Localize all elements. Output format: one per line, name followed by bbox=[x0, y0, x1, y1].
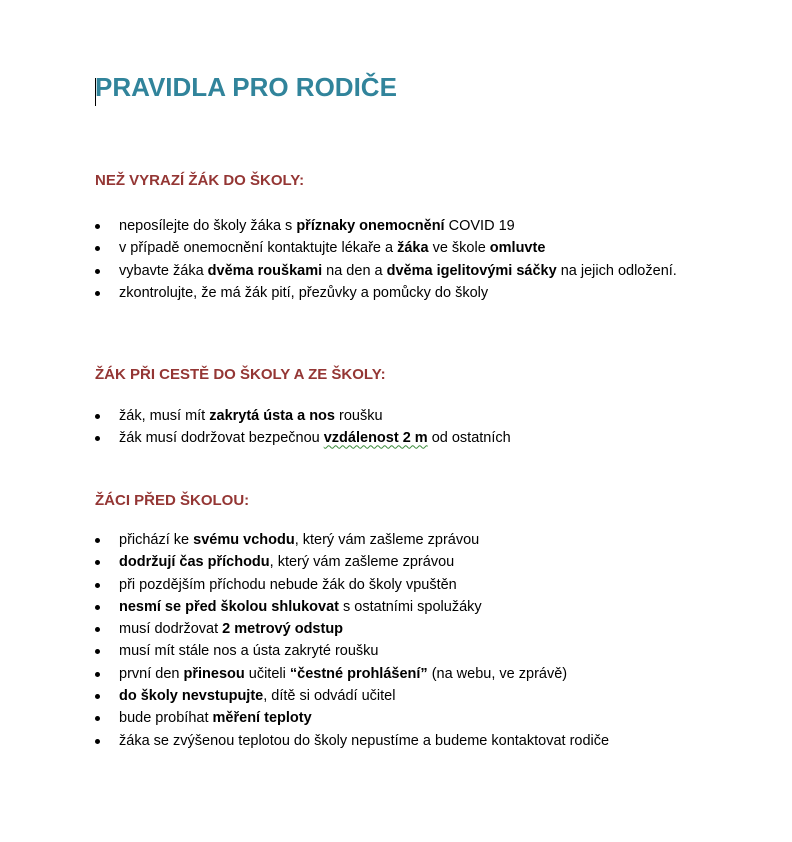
bullet-icon bbox=[95, 672, 100, 677]
list-item bbox=[95, 640, 609, 662]
text-run: ve škole bbox=[428, 240, 490, 257]
bold-text: žáka bbox=[397, 240, 429, 257]
bold-text: zakrytá ústa a nos bbox=[209, 408, 335, 424]
bold-text: omluvte bbox=[489, 240, 546, 257]
bullet-list-travel bbox=[95, 405, 511, 450]
list-item bbox=[95, 215, 677, 237]
text-run: COVID 19 bbox=[444, 218, 515, 234]
bold-text: vzdálenost 2 m bbox=[323, 430, 428, 447]
text-run: žák, musí mít bbox=[119, 408, 210, 424]
bullet-icon bbox=[95, 560, 100, 565]
page-title: PRAVIDLA PRO RODIČE bbox=[95, 72, 397, 102]
text-run: bude probíhat bbox=[119, 710, 213, 727]
text-run: s ostatními spolužáky bbox=[339, 598, 482, 615]
bullet-icon bbox=[95, 583, 100, 588]
text-run: (na webu, ve zprávě) bbox=[427, 665, 568, 682]
text-run: , dítě si odvádí učitel bbox=[263, 688, 396, 705]
bullet-icon bbox=[95, 538, 100, 543]
bullet-icon bbox=[95, 716, 100, 721]
bold-text: “čestné prohlášení” bbox=[289, 665, 428, 682]
bullet-icon bbox=[95, 649, 100, 654]
bullet-icon bbox=[95, 627, 100, 632]
bullet-icon bbox=[95, 414, 100, 419]
list-item bbox=[95, 574, 609, 596]
list-item bbox=[95, 405, 511, 427]
bullet-icon bbox=[95, 246, 100, 251]
text-run: vybavte žáka bbox=[119, 262, 208, 279]
bold-text: dodržují čas příchodu bbox=[119, 554, 270, 571]
bullet-icon bbox=[95, 224, 100, 229]
bold-text: nesmí se před školou shlukovat bbox=[119, 598, 339, 615]
text-run: přichází ke bbox=[119, 532, 194, 548]
list-item bbox=[95, 618, 609, 640]
bold-text: dvěma rouškami bbox=[207, 262, 323, 279]
text-run: žáka se zvýšenou teplotou do školy nepustíme a budeme kontaktovat rodiče bbox=[119, 732, 610, 749]
bold-text: dvěma igelitovými sáčky bbox=[386, 262, 557, 279]
bold-text: svému vchodu bbox=[193, 532, 295, 548]
bullet-icon bbox=[95, 739, 100, 744]
text-run: musí mít stále nos a ústa zakryté roušku bbox=[119, 643, 379, 660]
section-heading-before-school: NEŽ VYRAZÍ ŽÁK DO ŠKOLY: bbox=[95, 172, 305, 189]
list-item bbox=[95, 596, 609, 618]
text-run: při pozdějším příchodu nebude žák do školy vpuštěn bbox=[119, 576, 457, 593]
text-run: v případě onemocnění kontaktujte lékaře a bbox=[119, 240, 398, 257]
bullet-list-in-front-of-school bbox=[95, 529, 609, 752]
bold-text: do školy nevstupujte bbox=[119, 688, 264, 705]
list-item bbox=[95, 260, 677, 282]
text-run: , který vám zašleme zprávou bbox=[294, 532, 480, 548]
text-run: žák musí dodržovat bezpečnou bbox=[119, 430, 324, 447]
text-run: zkontrolujte, že má žák pití, přezůvky a pomůcky do školy bbox=[119, 284, 489, 301]
text-run: na den a bbox=[322, 262, 387, 279]
bullet-icon bbox=[95, 605, 100, 610]
section-heading-travel: ŽÁK PŘI CESTĚ DO ŠKOLY A ZE ŠKOLY: bbox=[95, 366, 386, 383]
text-run: , který vám zašleme zprávou bbox=[269, 554, 455, 571]
text-run: na jejich odložení. bbox=[556, 262, 677, 279]
bold-text: 2 metrový odstup bbox=[222, 621, 344, 638]
list-item bbox=[95, 551, 609, 573]
bullet-icon bbox=[95, 269, 100, 274]
bold-text: měření teploty bbox=[212, 710, 312, 727]
bullet-icon bbox=[95, 694, 100, 699]
text-run: roušku bbox=[334, 408, 383, 424]
list-item bbox=[95, 685, 609, 707]
bullet-list-before-school bbox=[95, 215, 677, 304]
list-item bbox=[95, 529, 609, 551]
bullet-icon bbox=[95, 436, 100, 441]
list-item bbox=[95, 707, 609, 729]
bullet-icon bbox=[95, 291, 100, 296]
list-item bbox=[95, 730, 609, 752]
bold-text: příznaky onemocnění bbox=[296, 218, 445, 234]
section-heading-in-front-of-school: ŽÁCI PŘED ŠKOLOU: bbox=[95, 492, 250, 509]
text-run: neposílejte do školy žáka s bbox=[119, 218, 297, 234]
text-run: první den bbox=[119, 665, 184, 682]
text-run: učiteli bbox=[244, 665, 290, 682]
list-item bbox=[95, 237, 677, 259]
list-item bbox=[95, 282, 677, 304]
list-item bbox=[95, 663, 609, 685]
bold-text: přinesou bbox=[183, 665, 245, 682]
text-run: od ostatních bbox=[427, 430, 511, 447]
text-run: musí dodržovat bbox=[119, 621, 223, 638]
list-item bbox=[95, 427, 511, 449]
